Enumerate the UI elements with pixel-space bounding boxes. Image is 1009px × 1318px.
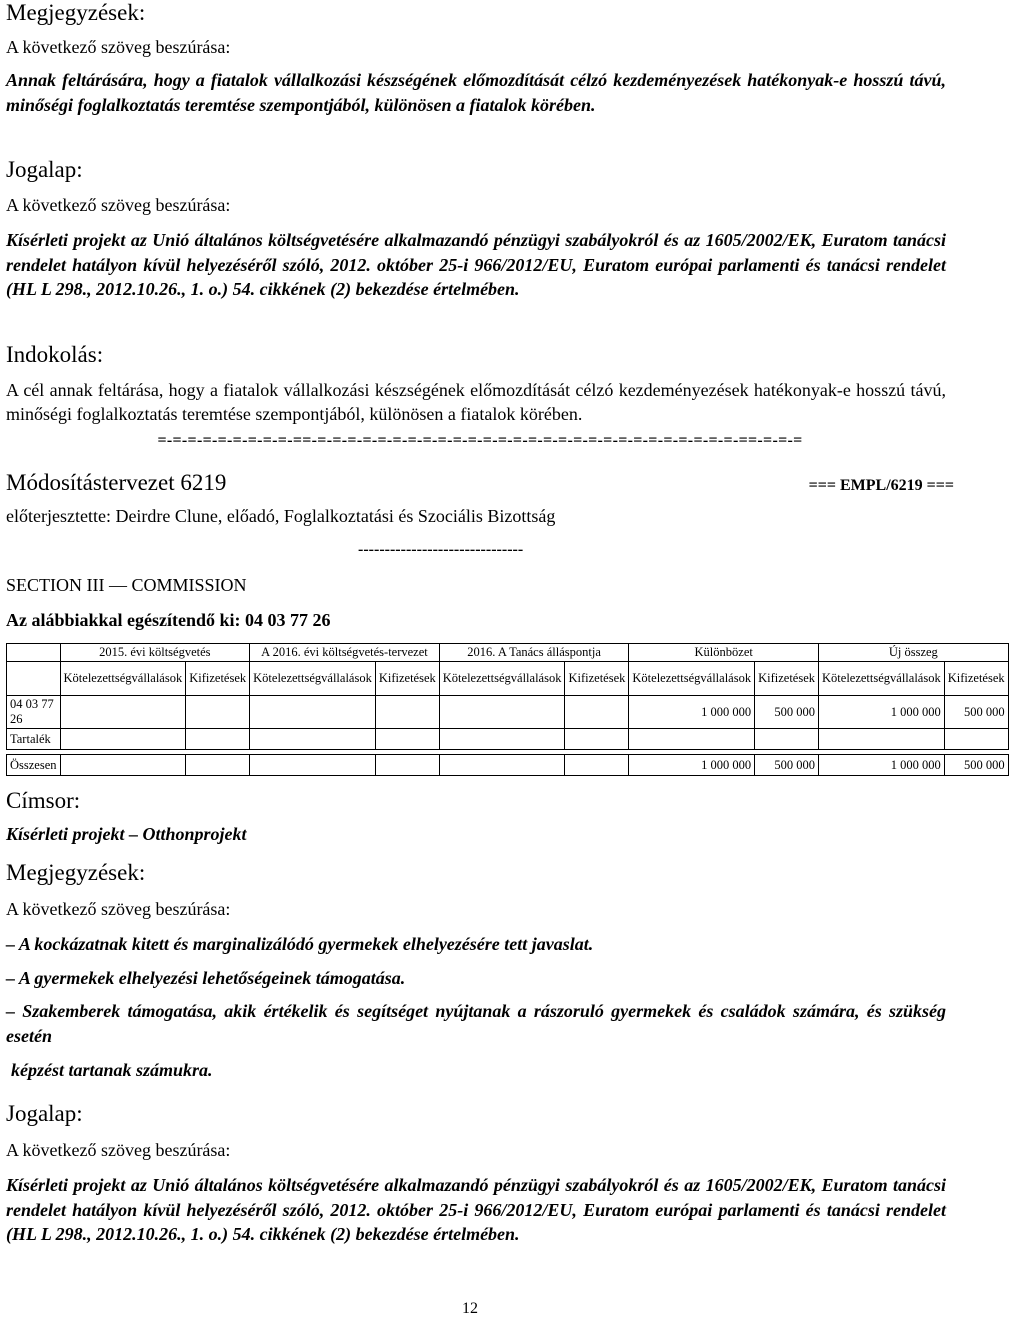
table-cell: [250, 755, 376, 776]
col-sub-header: Kötelezettségvállalások: [439, 662, 565, 696]
insert-intro: A következő szöveg beszúrása:: [6, 195, 231, 215]
separator-line: =-=-=-=-=-=-=-=-=-==-=-=-=-=-=-=-=-=-=-=-=-=-=-=-=-=-=-=-=-=-=-=-=-=-=-=-=-=-==-=-=-=: [157, 432, 803, 449]
dash-divider: -------------------------------: [358, 541, 524, 558]
table-cell: 500 000: [755, 696, 819, 729]
table-cell: [755, 729, 819, 750]
row-label: 04 03 77 26: [7, 696, 61, 729]
table-cell: [60, 696, 186, 729]
col-sub-header: Kötelezettségvállalások: [629, 662, 755, 696]
col-group-header: Új összeg: [819, 644, 1009, 662]
table-cell: [565, 696, 629, 729]
table-cell: [439, 696, 565, 729]
list-item: – Szakemberek támogatása, akik értékelik és segítséget nyújtanak a rászoruló gyermekek és családok számára, és szükség esetén: [6, 1001, 946, 1046]
table-cell: [565, 755, 629, 776]
table-cell: [60, 729, 186, 750]
col-group-header: A 2016. évi költségvetés-tervezet: [250, 644, 440, 662]
table-row: [7, 696, 1009, 729]
notes-heading: Megjegyzések:: [6, 860, 146, 885]
col-sub-header: Kifizetések: [186, 662, 250, 696]
table-cell: [186, 696, 250, 729]
table-cell: [250, 729, 376, 750]
table-sub-header-row: [7, 662, 1009, 696]
insert-intro: A következő szöveg beszúrása:: [6, 37, 231, 57]
list-item: – A gyermekek elhelyezési lehetőségeinek támogatása.: [6, 967, 406, 988]
project-title: Kísérleti projekt – Otthonprojekt: [6, 824, 247, 844]
col-sub-header: Kötelezettségvállalások: [819, 662, 945, 696]
amendment-title: Módosítástervezet 6219: [6, 470, 227, 495]
amendment-reference: === EMPL/6219 ===: [808, 477, 954, 494]
table-group-header-row: [7, 644, 1009, 662]
table-cell: [250, 696, 376, 729]
list-item: – A kockázatnak kitett és marginalizálódó gyermekek elhelyezésére tett javaslat.: [6, 934, 594, 954]
table-cell: [944, 729, 1008, 750]
col-sub-header: Kifizetések: [565, 662, 629, 696]
table-cell: 1 000 000: [819, 696, 945, 729]
legal-basis-text: Kísérleti projekt az Unió általános költségvetésére alkalmazandó pénzügyi szabályokról és az 1605/2002/EK, Euratom tanácsi rendelet hatályon kívül helyezéséről szóló, 2012. október 25-i 966/2012/EU, Euratom európai parlamenti és tanácsi rendelet (HL L 298., 2012.10.26., 1. o.) 54. cikkének (2) bekezdése értelmében.: [6, 230, 946, 299]
legal-basis-text: Kísérleti projekt az Unió általános költségvetésére alkalmazandó pénzügyi szabályokról és az 1605/2002/EK, Euratom tanácsi rendelet hatályon kívül helyezéséről szóló, 2012. október 25-i 966/2012/EU, Euratom európai parlamenti és tanácsi rendelet (HL L 298., 2012.10.26., 1. o.) 54. cikkének (2) bekezdése értelmében.: [6, 1175, 946, 1244]
list-item-continuation: képzést tartanak számukra.: [11, 1060, 213, 1080]
col-sub-header: Kifizetések: [375, 662, 439, 696]
insert-intro: A következő szöveg beszúrása:: [6, 899, 231, 919]
table-cell: 1 000 000: [629, 696, 755, 729]
col-group-header: 2015. évi költségvetés: [60, 644, 250, 662]
table-cell: [375, 729, 439, 750]
justification-text: A cél annak feltárása, hogy a fiatalok vállalkozási készségének előmozdítását célzó kezdeményezések hatékonyak-e hosszú távú, minőségi foglalkoztatás teremtése szempontjából, különösen a fiatalok körében.: [6, 380, 946, 424]
budget-table: [6, 643, 1009, 776]
submitted-by: előterjesztette: Deirdre Clune, előadó, Foglalkoztatási és Szociális Bizottság: [6, 506, 556, 526]
table-cell: [60, 755, 186, 776]
budget-line-label: Az alábbiakkal egészítendő ki: 04 03 77 26: [6, 610, 331, 630]
table-cell: 1 000 000: [629, 755, 755, 776]
row-label: Tartalék: [7, 729, 61, 750]
col-group-header: Különbözet: [629, 644, 819, 662]
table-cell: 500 000: [944, 755, 1008, 776]
table-cell: [375, 755, 439, 776]
row-label: Összesen: [7, 755, 61, 776]
section-label: SECTION III — COMMISSION: [6, 575, 247, 595]
table-cell: [819, 729, 945, 750]
col-sub-header: Kötelezettségvállalások: [60, 662, 186, 696]
table-cell: [565, 729, 629, 750]
insert-intro: A következő szöveg beszúrása:: [6, 1140, 231, 1160]
table-cell: [375, 696, 439, 729]
table-cell: [186, 729, 250, 750]
col-group-header: 2016. A Tanács álláspontja: [439, 644, 629, 662]
table-cell: 1 000 000: [819, 755, 945, 776]
table-row: [7, 729, 1009, 750]
table-cell: [186, 755, 250, 776]
title-heading: Címsor:: [6, 788, 81, 813]
table-cell: [439, 729, 565, 750]
legal-basis-heading: Jogalap:: [6, 157, 83, 182]
col-sub-header: Kötelezettségvállalások: [250, 662, 376, 696]
notes-heading: Megjegyzések:: [6, 0, 146, 25]
notes-text: Annak feltárására, hogy a fiatalok vállalkozási készségének előmozdítását célzó kezdeményezések hatékonyak-e hosszú távú, minőségi foglalkoztatás teremtése szempontjából, különösen a fiatalok körében.: [6, 70, 946, 115]
table-row: [7, 755, 1009, 776]
col-sub-header: Kifizetések: [755, 662, 819, 696]
col-sub-header: Kifizetések: [944, 662, 1008, 696]
justification-heading: Indokolás:: [6, 342, 104, 367]
table-cell: 500 000: [755, 755, 819, 776]
page-number: 12: [462, 1300, 478, 1317]
legal-basis-heading: Jogalap:: [6, 1101, 83, 1126]
table-cell: [629, 729, 755, 750]
table-cell: [439, 755, 565, 776]
table-cell: 500 000: [944, 696, 1008, 729]
